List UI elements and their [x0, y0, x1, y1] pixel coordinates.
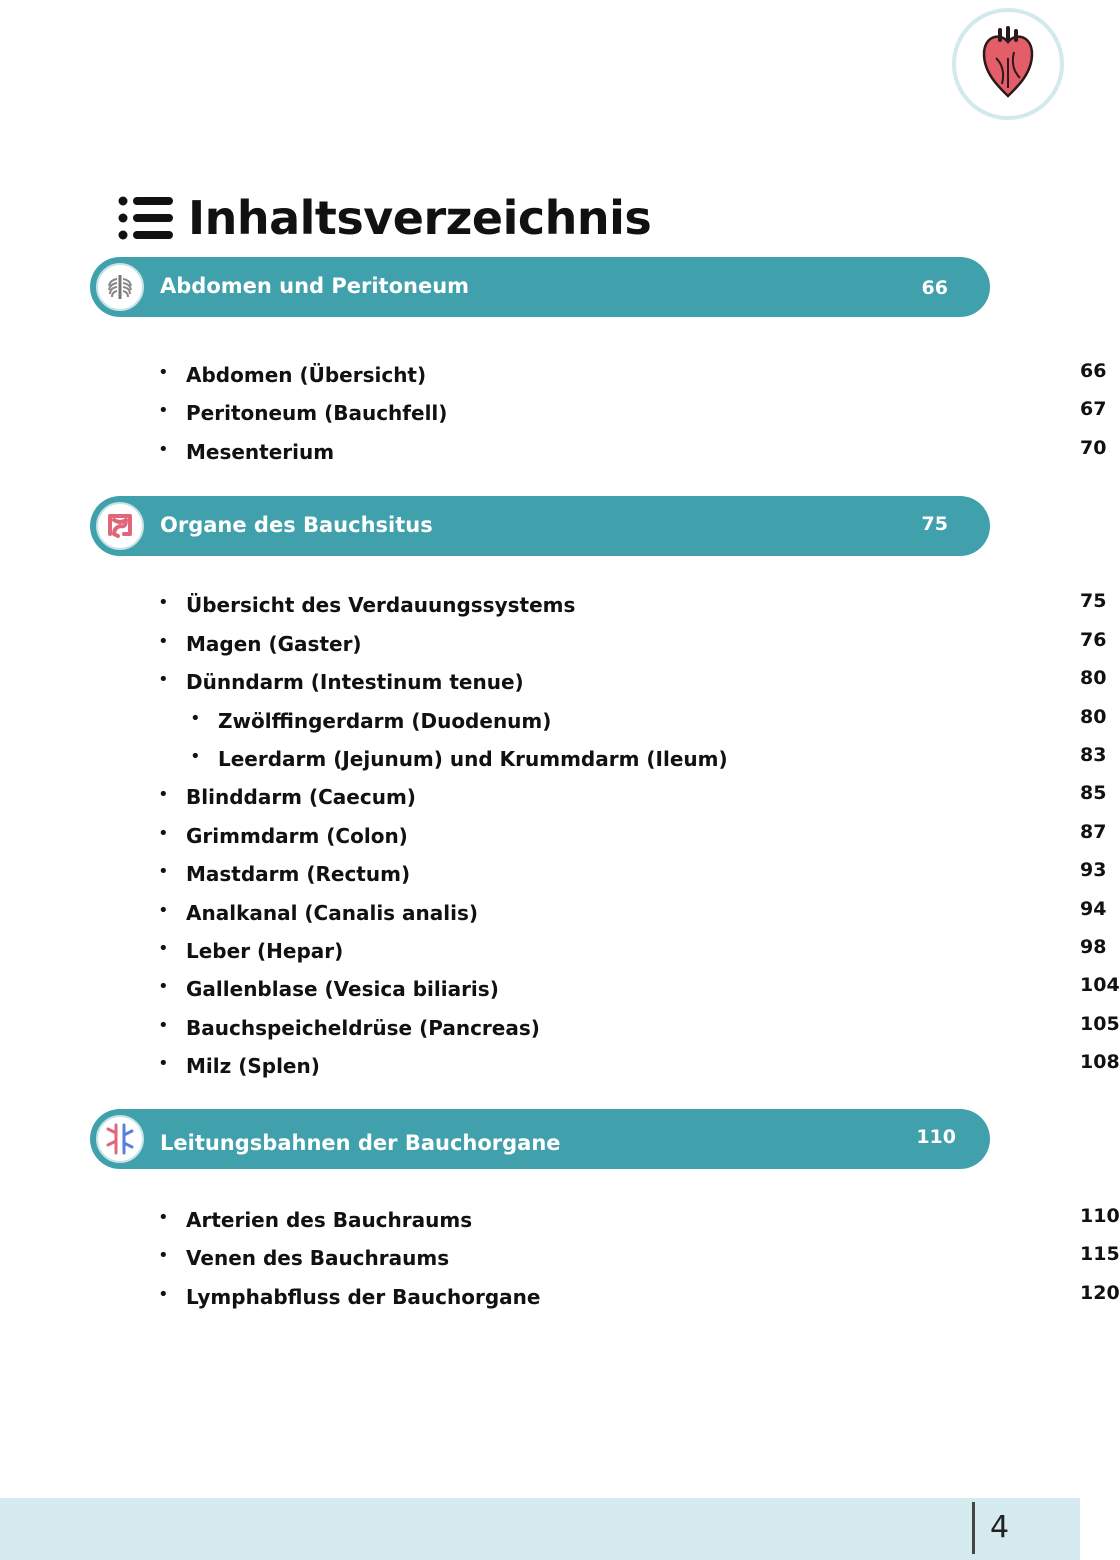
toc-entry-page: 108: [1080, 1051, 1120, 1073]
toc-entry-label: Venen des Bauchraums: [186, 1246, 450, 1270]
bullet: •: [158, 1015, 169, 1036]
bullet: •: [190, 746, 201, 767]
bullet: •: [158, 1284, 169, 1305]
toc-entry-page: 104: [1080, 974, 1120, 996]
toc-entry[interactable]: [158, 437, 1107, 467]
toc-entry-label: Arterien des Bauchraums: [186, 1208, 473, 1232]
toc-entry-page: 70: [1080, 437, 1107, 459]
section-page-number: 110: [916, 1126, 956, 1148]
bullet: •: [158, 938, 169, 959]
bullet: •: [158, 1053, 169, 1074]
section-label: Leitungsbahnen der Bauchorgane: [160, 1131, 561, 1155]
toc-entry-label: Abdomen (Übersicht): [186, 363, 427, 387]
toc-entry[interactable]: [158, 936, 1107, 966]
toc-entry-label: Übersicht des Verdauungssystems: [186, 593, 576, 617]
toc-sub-entry[interactable]: [190, 744, 1107, 774]
toc-entry-page: 80: [1080, 667, 1107, 689]
toc-entry-page: 94: [1080, 898, 1107, 920]
toc-entry-page: 66: [1080, 360, 1107, 382]
bullet: •: [158, 631, 169, 652]
toc-entry-page: 75: [1080, 590, 1107, 612]
toc-entry-page: 67: [1080, 398, 1107, 420]
bullet: •: [158, 1245, 169, 1266]
toc-entry-label: Zwölffingerdarm (Duodenum): [218, 709, 552, 733]
toc-entry-label: Magen (Gaster): [186, 632, 362, 656]
toc-entry[interactable]: [158, 590, 1107, 620]
toc-entry-page: 80: [1080, 706, 1107, 728]
toc-entry[interactable]: [158, 360, 1107, 390]
bullet: •: [158, 861, 169, 882]
toc-entry[interactable]: [158, 974, 1120, 1004]
page-footer: [0, 1498, 1080, 1560]
toc-entry-label: Blinddarm (Caecum): [186, 785, 416, 809]
toc-entry[interactable]: [158, 1243, 1120, 1273]
toc-entry[interactable]: [158, 667, 1107, 697]
bullet: •: [158, 900, 169, 921]
section-header-abdomen[interactable]: [90, 257, 990, 317]
toc-entry[interactable]: [158, 398, 1107, 428]
toc-entry-label: Leerdarm (Jejunum) und Krummdarm (Ileum): [218, 747, 728, 771]
bullet: •: [158, 400, 169, 421]
toc-entry[interactable]: [158, 1051, 1120, 1081]
bullet: •: [158, 669, 169, 690]
page-title: Inhaltsverzeichnis: [188, 191, 652, 245]
toc-entry-page: 98: [1080, 936, 1107, 958]
heart-logo: [952, 8, 1064, 120]
toc-entry-label: Leber (Hepar): [186, 939, 344, 963]
section-header-organe[interactable]: [90, 496, 990, 556]
bullet: •: [190, 708, 201, 729]
toc-entry-page: 115: [1080, 1243, 1120, 1265]
toc-sub-entry[interactable]: [190, 706, 1107, 736]
toc-entry-label: Bauchspeicheldrüse (Pancreas): [186, 1016, 540, 1040]
toc-entry-page: 105: [1080, 1013, 1120, 1035]
toc-entry-label: Peritoneum (Bauchfell): [186, 401, 448, 425]
blood-vessels-icon: [96, 1115, 144, 1163]
section-header-leitungsbahnen[interactable]: [90, 1109, 990, 1169]
toc-entry-page: 87: [1080, 821, 1107, 843]
toc-entry-label: Lymphabfluss der Bauchorgane: [186, 1285, 541, 1309]
intestine-icon: [96, 502, 144, 550]
toc-entry-label: Gallenblase (Vesica biliaris): [186, 977, 499, 1001]
bullet: •: [158, 823, 169, 844]
toc-entry-page: 93: [1080, 859, 1107, 881]
section-page-number: 75: [921, 513, 948, 535]
bullet: •: [158, 784, 169, 805]
section-label: Abdomen und Peritoneum: [160, 274, 470, 298]
toc-entry-page: 85: [1080, 782, 1107, 804]
toc-entry-page: 83: [1080, 744, 1107, 766]
toc-entry-page: 76: [1080, 629, 1107, 651]
toc-entry-label: Milz (Splen): [186, 1054, 320, 1078]
toc-entry[interactable]: [158, 1205, 1120, 1235]
heart-icon: [978, 28, 1038, 100]
bullet: •: [158, 976, 169, 997]
toc-entry-label: Dünndarm (Intestinum tenue): [186, 670, 524, 694]
bullet: •: [158, 1207, 169, 1228]
list-icon: [118, 195, 174, 241]
ribcage-icon: [96, 263, 144, 311]
toc-heading: [118, 188, 651, 248]
toc-entry[interactable]: [158, 1013, 1120, 1043]
toc-entry[interactable]: [158, 859, 1107, 889]
toc-entry-page: 120: [1080, 1282, 1120, 1304]
toc-entry-label: Mastdarm (Rectum): [186, 862, 411, 886]
toc-entry-label: Mesenterium: [186, 440, 335, 464]
section-page-number: 66: [921, 277, 948, 299]
bullet: •: [158, 592, 169, 613]
bullet: •: [158, 439, 169, 460]
toc-entry[interactable]: [158, 782, 1107, 812]
footer-divider: [972, 1502, 975, 1554]
section-label: Organe des Bauchsitus: [160, 513, 433, 537]
toc-entry-page: 110: [1080, 1205, 1120, 1227]
page-number: 4: [990, 1510, 1010, 1545]
bullet: •: [158, 362, 169, 383]
toc-entry-label: Analkanal (Canalis analis): [186, 901, 479, 925]
toc-entry[interactable]: [158, 821, 1107, 851]
toc-entry[interactable]: [158, 629, 1107, 659]
toc-entry-label: Grimmdarm (Colon): [186, 824, 408, 848]
toc-entry[interactable]: [158, 1282, 1120, 1312]
toc-entry[interactable]: [158, 898, 1107, 928]
